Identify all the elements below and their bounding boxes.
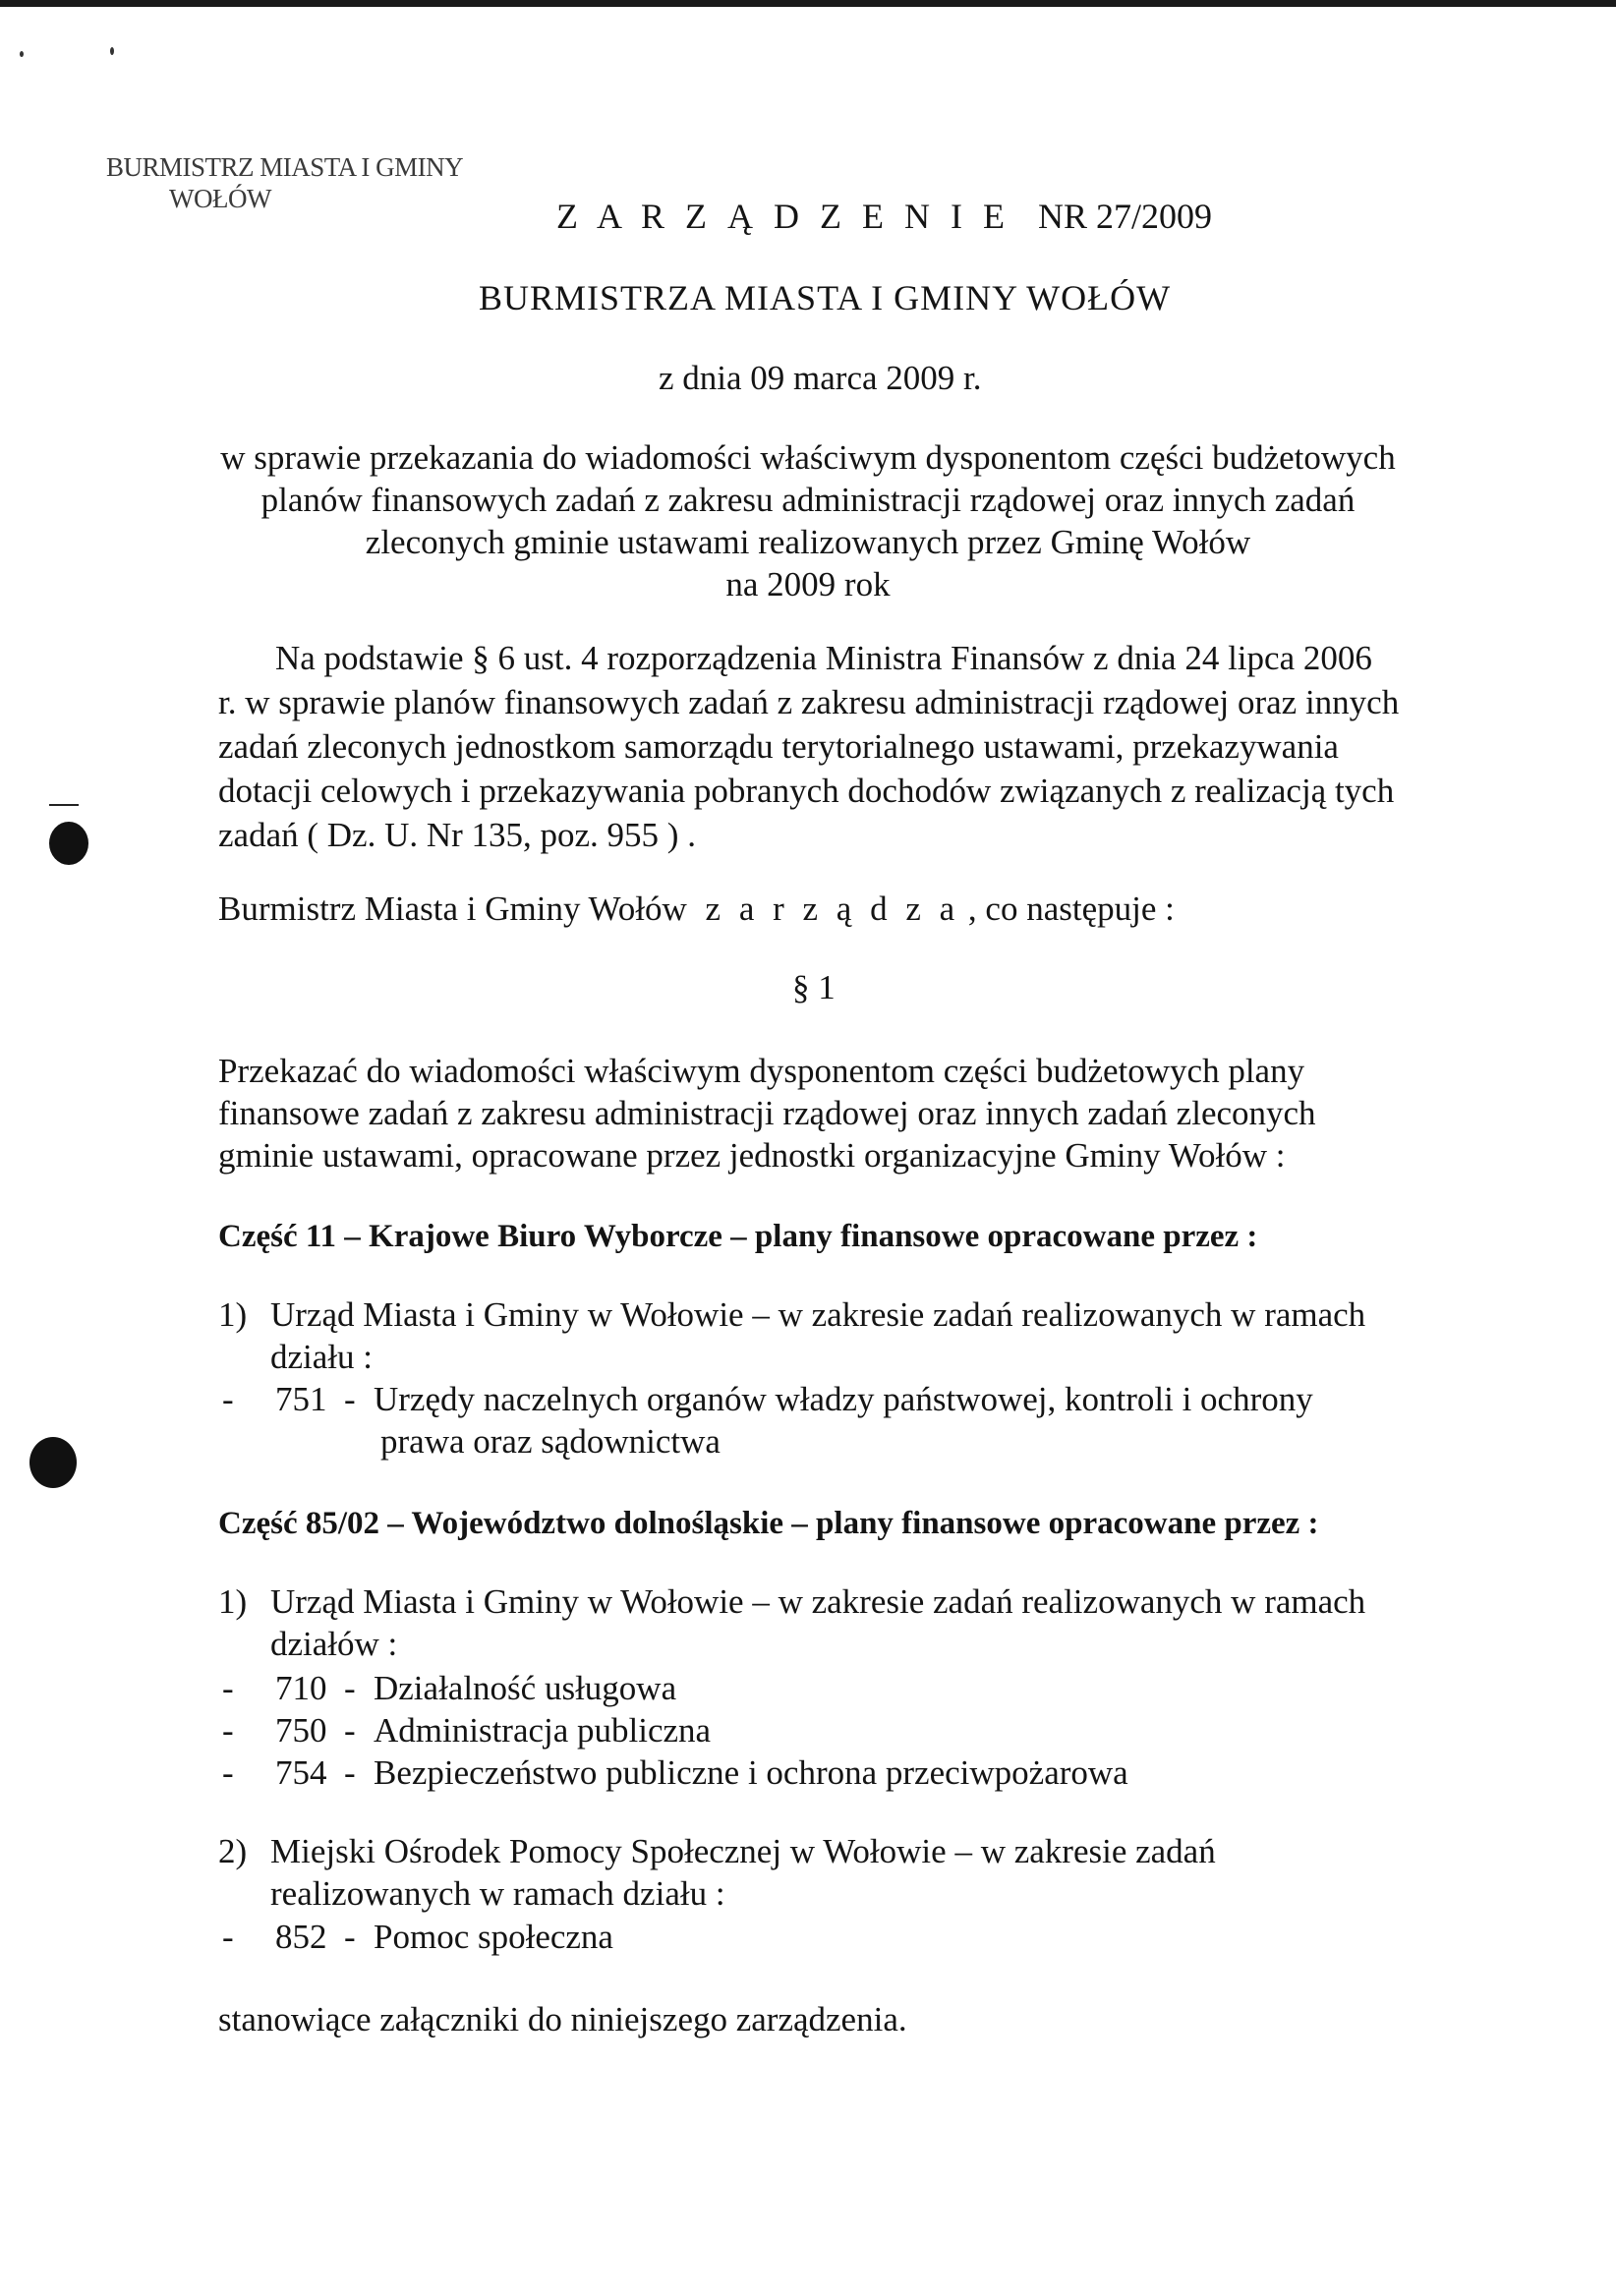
basis-line: Na podstawie § 6 ust. 4 rozporządzenia Ministra Finansów z dnia 24 lipca 2006 [275,639,1372,677]
list-code: 754 [275,1753,327,1792]
scan-speck [110,47,114,55]
decree-prefix: Burmistrz Miasta i Gminy Wołów [218,890,687,928]
part11-list-sep: - [344,1380,356,1418]
para1-line: gminie ustawami, opracowane przez jednostki organizacyjne Gminy Wołów : [218,1136,1286,1175]
part11-item1-line: Urząd Miasta i Gminy w Wołowie – w zakresie zadań realizowanych w ramach [270,1295,1366,1334]
punch-hole-upper [49,822,88,865]
part85-item2-number: 2) [218,1832,248,1870]
part85-heading: Część 85/02 – Województwo dolnośląskie – plany finansowe opracowane przez : [218,1506,1319,1541]
para1-line: finansowe zadań z zakresu administracji rządowej oraz innych zadań zleconych [218,1094,1316,1132]
subject-line: w sprawie przekazania do wiadomości właściwym dysponentom części budżetowych [220,438,1396,477]
list-code: 852 [275,1918,327,1956]
scan-top-edge [0,0,1616,7]
title-number: NR 27/2009 [1037,197,1212,236]
punch-mark [49,804,79,806]
list-desc: Pomoc społeczna [374,1918,613,1956]
list-desc: Działalność usługowa [374,1669,677,1707]
para1-line: Przekazać do wiadomości właściwym dysponentom części budżetowych plany [218,1052,1305,1090]
section-mark: § 1 [792,968,836,1006]
list-sep: - [344,1711,356,1750]
part85-item2-line: Miejski Ośrodek Pomocy Społecznej w Wołowie – w zakresie zadań [270,1832,1216,1870]
basis-line: dotacji celowych i przekazywania pobranych dochodów związanych z realizacją tych [218,772,1395,810]
issuer-line: BURMISTRZA MIASTA I GMINY WOŁÓW [479,278,1172,317]
issuer-stamp-line-1: BURMISTRZ MIASTA I GMINY [106,152,464,182]
basis-line: r. w sprawie planów finansowych zadań z zakresu administracji rządowej oraz innych [218,683,1400,721]
list-dash: - [222,1918,234,1956]
part11-list-code: 751 [275,1380,327,1418]
subject-line: na 2009 rok [725,565,891,603]
decree-suffix: , co następuje : [967,890,1175,928]
subject-line: planów finansowych zadań z zakresu administracji rządowej oraz innych zadań [260,481,1356,519]
list-sep: - [344,1669,356,1707]
decree-verb: z a r z ą d z a [705,890,960,928]
part11-list-desc: Urzędy naczelnych organów władzy państwowej, kontroli i ochrony [374,1380,1313,1418]
part85-item1-line: działów : [270,1625,398,1663]
title-word: Z A R Z Ą D Z E N I E [556,197,1010,236]
list-sep: - [344,1918,356,1956]
basis-line: zadań zleconych jednostkom samorządu terytorialnego ustawami, przekazywania [218,727,1339,766]
part85-item2-line: realizowanych w ramach działu : [270,1874,725,1913]
subject-line: zleconych gminie ustawami realizowanych przez Gminę Wołów [365,523,1251,561]
punch-hole-lower [29,1437,77,1488]
document-date: z dnia 09 marca 2009 r. [659,359,982,397]
part85-item1-line: Urząd Miasta i Gminy w Wołowie – w zakresie zadań realizowanych w ramach [270,1582,1366,1621]
document-title [556,197,1212,236]
list-desc: Bezpieczeństwo publiczne i ochrona przeciwpożarowa [374,1753,1128,1792]
part11-item1-number: 1) [218,1295,248,1334]
part85-item1-number: 1) [218,1582,248,1621]
decree-line [218,890,1175,929]
scan-speck [20,51,24,57]
list-sep: - [344,1753,356,1792]
basis-line: zadań ( Dz. U. Nr 135, poz. 955 ) . [218,816,696,854]
list-dash: - [222,1669,234,1707]
part11-item1-line: działu : [270,1338,373,1376]
part11-heading: Część 11 – Krajowe Biuro Wyborcze – plany finansowe opracowane przez : [218,1219,1258,1254]
list-desc: Administracja publiczna [374,1711,712,1750]
list-dash: - [222,1711,234,1750]
closing-line: stanowiące załączniki do niniejszego zarządzenia. [218,2000,907,2038]
part11-list-desc: prawa oraz sądownictwa [380,1422,721,1461]
part11-list-dash: - [222,1380,234,1418]
list-code: 750 [275,1711,327,1750]
list-code: 710 [275,1669,327,1707]
issuer-stamp-line-2: WOŁÓW [169,184,271,213]
list-dash: - [222,1753,234,1792]
